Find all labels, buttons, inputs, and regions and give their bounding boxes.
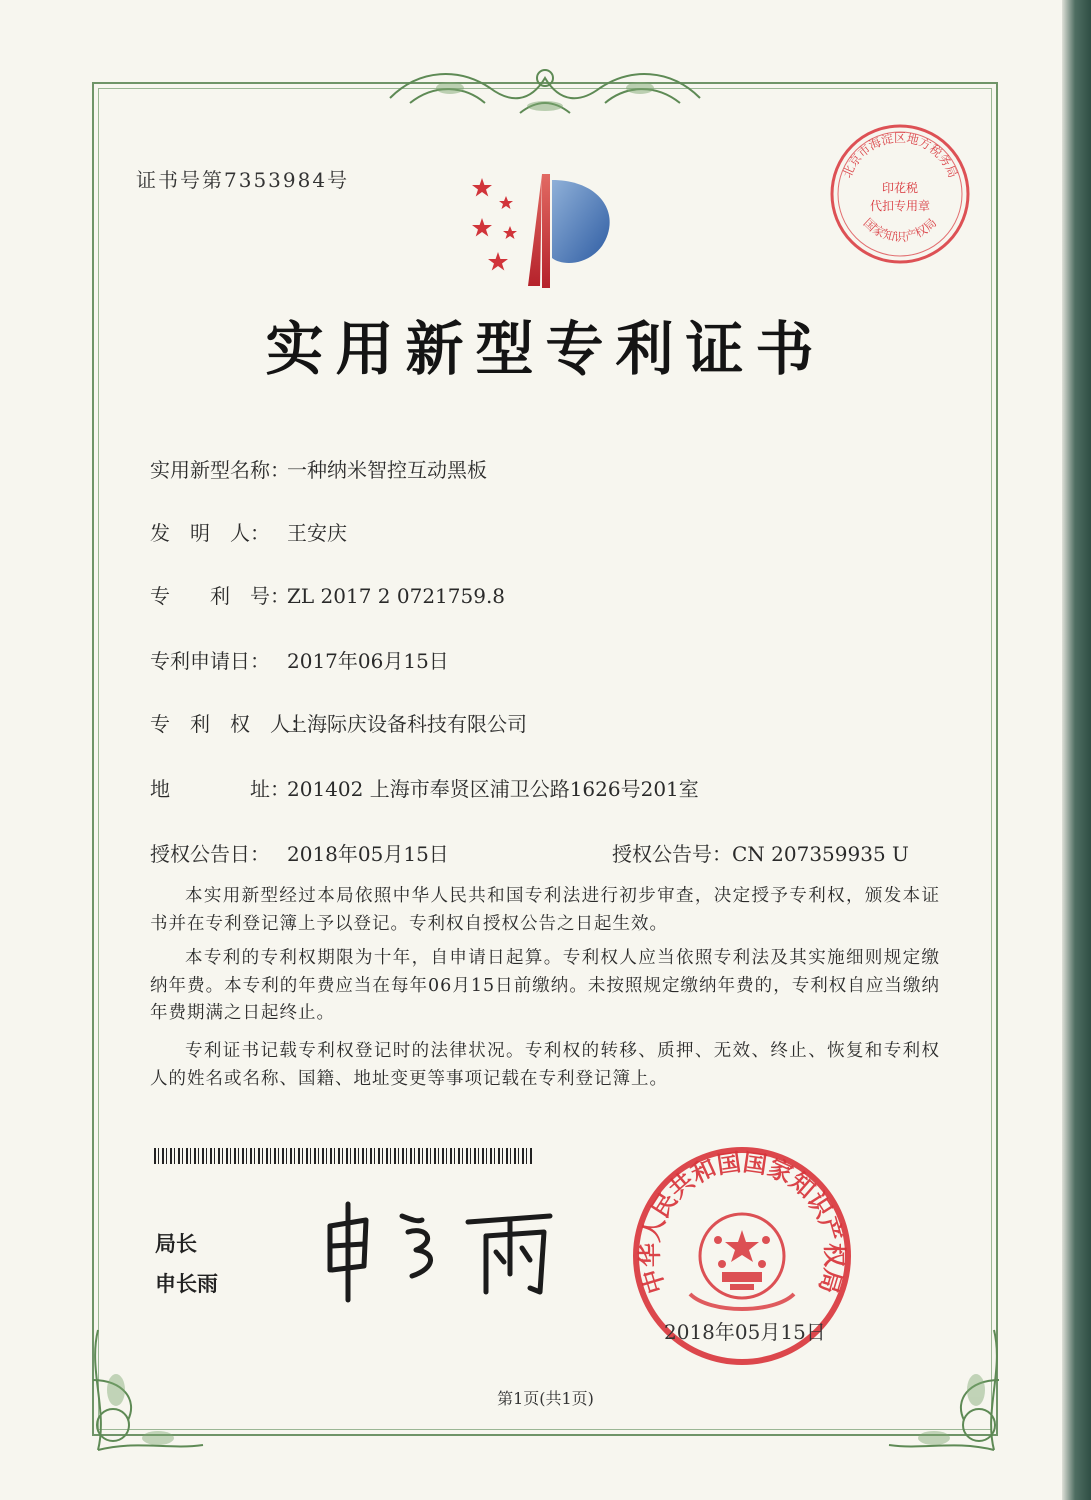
tax-stamp-line2: 代扣专用章 bbox=[869, 199, 931, 213]
field-address: 地 址：201402 上海市奉贤区浦卫公路1626号201室 bbox=[150, 777, 699, 801]
tax-stamp-bottom-text: 国家知识产权局 bbox=[860, 215, 940, 244]
page-number: 第1页(共1页) bbox=[497, 1389, 594, 1408]
field-patentee: 专 利 权 人：上海际庆设备科技有限公司 bbox=[150, 712, 527, 736]
field-grant-date: 授权公告日： 2018年05月15日 bbox=[150, 842, 449, 866]
svg-text:北京市海淀区地方税务局 bbox=[840, 130, 960, 180]
svg-text:国家知识产权局 bbox=[861, 216, 940, 244]
patent-office-emblem-icon bbox=[462, 166, 622, 296]
field-patent-number: 专 利 号：ZL 2017 2 0721759.8 bbox=[150, 584, 506, 608]
seal-date: 2018年05月15日 bbox=[664, 1320, 826, 1344]
field-inventor: 发 明 人： 王安庆 bbox=[150, 521, 347, 545]
barcode bbox=[154, 1148, 534, 1164]
field-application-date: 专利申请日： 2017年06月15日 bbox=[150, 649, 449, 673]
certificate-number: 证书号第7353984号 bbox=[136, 168, 350, 192]
tax-stamp bbox=[826, 120, 974, 268]
field-announcement-number: 授权公告号：CN 207359935 U bbox=[612, 842, 909, 866]
tax-stamp-outer-text: 北京市海淀区地方税务局 bbox=[839, 131, 961, 180]
director-name: 申长雨 bbox=[155, 1272, 218, 1296]
tax-stamp-line1: 印花税 bbox=[881, 181, 919, 195]
paragraph-term: 本专利的专利权期限为十年，自申请日起算。专利权人应当依照专利法及其实施细则规定缴纳年费。本专利的年费应当在每年06月15日前缴纳。未按照规定缴纳年费的，专利权自应当缴纳年费期满之日起终止。 bbox=[150, 948, 940, 1023]
director-signature bbox=[318, 1196, 558, 1306]
binding-spine bbox=[1062, 0, 1091, 1500]
top-ornament bbox=[380, 58, 710, 128]
field-utility-model-name: 实用新型名称：一种纳米智控互动黑板 bbox=[150, 458, 487, 482]
document-title: 实用新型专利证书 bbox=[265, 315, 826, 383]
director-title: 局长 bbox=[155, 1232, 197, 1256]
paragraph-examination: 本实用新型经过本局依照中华人民共和国专利法进行初步审查，决定授予专利权，颁发本证书并在专利登记簿上予以登记。专利权自授权公告之日起生效。 bbox=[150, 886, 940, 934]
paragraph-legal-status: 专利证书记载专利权登记时的法律状况。专利权的转移、质押、无效、终止、恢复和专利权人的姓名或名称、国籍、地址变更等事项记载在专利登记簿上。 bbox=[150, 1041, 940, 1089]
seal-text: 中华人民共和国国家知识产权局 bbox=[635, 1148, 849, 1297]
